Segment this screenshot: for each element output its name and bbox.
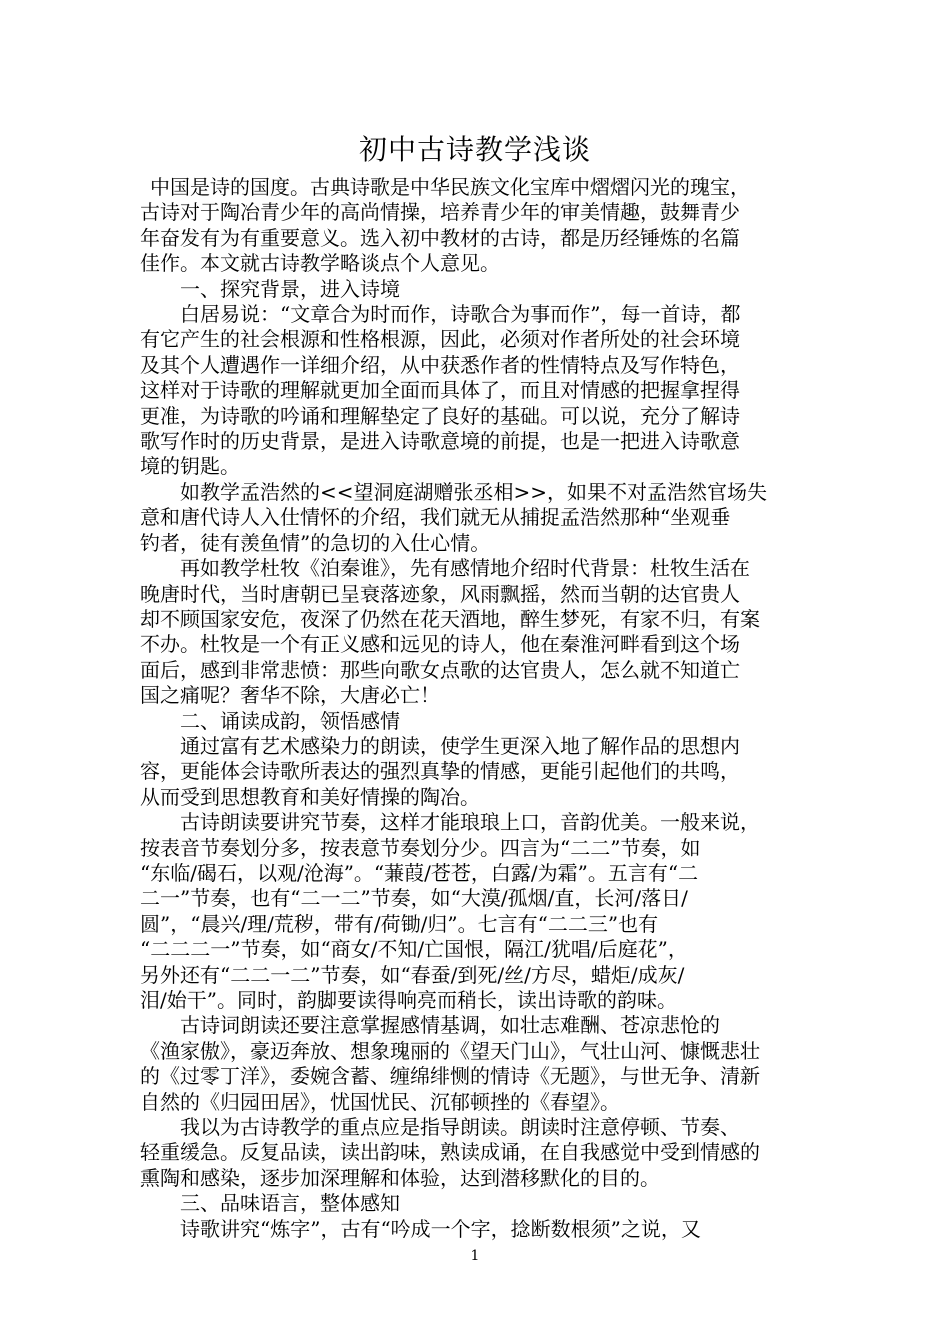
body-line: 另外还有“二二一二”节奏，如“春蚕/到死/丝/方尽，蜡炬/成灰/ — [140, 962, 685, 987]
body-line: 面后，感到非常悲愤：那些向歌女点歌的达官贵人，怎么就不知道亡 — [140, 657, 740, 682]
document-body — [140, 175, 810, 1242]
body-line: 年奋发有为有重要意义。选入初中教材的古诗，都是历经锤炼的名篇 — [140, 225, 740, 250]
body-line: 从而受到思想教育和美好情操的陶冶。 — [140, 784, 480, 809]
body-line: 白居易说：“文章合为时而作，诗歌合为事而作”，每一首诗，都 — [180, 302, 741, 327]
body-line: 古诗对于陶冶青少年的高尚情操，培养青少年的审美情趣，鼓舞青少 — [140, 200, 740, 225]
body-line: 泪/始干”。同时，韵脚要读得响亮而稍长，读出诗歌的韵味。 — [140, 988, 677, 1012]
body-line: 这样对于诗歌的理解就更加全面而具体了，而且对情感的把握拿捏得 — [140, 378, 740, 403]
body-line: 境的钥匙。 — [140, 454, 240, 479]
body-line: 圆”，“晨兴/理/荒秽，带有/荷锄/归”。七言有“二二三”也有 — [140, 911, 659, 936]
body-line: 钓者，徒有羡鱼情”的急切的入仕心情。 — [140, 530, 491, 555]
body-line: 更准，为诗歌的吟诵和理解垫定了良好的基础。可以说，充分了解诗 — [140, 403, 740, 428]
body-line: 的《过零丁洋》，委婉含蓄、缠绵绯恻的情诗《无题》，与世无争、清新 — [140, 1064, 760, 1089]
body-line: 不办。杜牧是一个有正义感和远见的诗人，他在秦淮河畔看到这个场 — [140, 632, 740, 657]
body-line: “二二二一”节奏，如“商女/不知/亡国恨，隔江/犹唱/后庭花”， — [140, 937, 688, 962]
body-line: 古诗朗读要讲究节奏，这样才能琅琅上口，音韵优美。一般来说， — [180, 810, 760, 835]
body-line: 通过富有艺术感染力的朗读，使学生更深入地了解作品的思想内 — [180, 733, 740, 758]
body-line: “东临/碣石，以观/沧海”。“蒹葭/苍苍，白露/为霜”。五言有“二 — [140, 860, 699, 885]
body-line: 再如教学杜牧《泊秦谁》，先有感情地介绍时代背景：杜牧生活在 — [180, 556, 750, 581]
body-line: 熏陶和感染，逐步加深理解和体验，达到潜移默化的目的。 — [140, 1165, 660, 1190]
body-line: 意和唐代诗人入仕情怀的介绍，我们就无从捕捉孟浩然那种“坐观垂 — [140, 505, 731, 530]
body-line: 及其个人遭遇作一详细介绍，从中获悉作者的性情特点及写作特色， — [140, 352, 740, 377]
body-line: 二一”节奏，也有“二一二”节奏，如“大漠/孤烟/直，长河/落日/ — [140, 886, 688, 911]
section-heading: 二、诵读成韵，领悟感情 — [180, 708, 400, 733]
body-line: 如教学孟浩然的<<望洞庭湖赠张丞相>>，如果不对孟浩然官场失 — [180, 479, 768, 504]
body-line: 歌写作时的历史背景，是进入诗歌意境的前提，也是一把进入诗歌意 — [140, 429, 740, 454]
body-line: 自然的《归园田居》，忧国忧民、沉郁顿挫的《春望》。 — [140, 1089, 620, 1114]
body-line: 国之痛呢？奢华不除，大唐必亡！ — [140, 683, 440, 708]
body-line: 按表音节奏划分多，按表意节奏划分少。四言为“二二”节奏，如 — [140, 835, 701, 860]
section-heading: 一、探究背景，进入诗境 — [180, 276, 400, 301]
body-line: 有它产生的社会根源和性格根源，因此，必须对作者所处的社会环境 — [140, 327, 740, 352]
body-line: 《渔家傲》，豪迈奔放、想象瑰丽的《望天门山》，气壮山河、慷慨悲壮 — [140, 1038, 760, 1063]
body-line: 佳作。本文就古诗教学略谈点个人意见。 — [140, 251, 500, 276]
body-line: 轻重缓急。反复品读，读出韵味，熟读成诵，在自我感觉中受到情感的 — [140, 1140, 760, 1165]
body-line: 中国是诗的国度。古典诗歌是中华民族文化宝库中熠熠闪光的瑰宝， — [150, 175, 750, 199]
body-line: 古诗词朗读还要注意掌握感情基调，如壮志难酬、苍凉悲怆的 — [180, 1013, 720, 1038]
body-line: 我以为古诗教学的重点应是指导朗读。朗读时注意停顿、节奏、 — [180, 1115, 740, 1140]
document-title: 初中古诗教学浅谈 — [358, 133, 591, 166]
body-line: 却不顾国家安危，夜深了仍然在花天酒地，醉生梦死，有家不归，有案 — [140, 606, 760, 631]
body-line: 诗歌讲究“炼字”，古有“吟成一个字，捻断数根须”之说，又 — [180, 1216, 701, 1241]
body-line: 晚唐时代，当时唐朝已呈衰落迹象，风雨飘摇，然而当朝的达官贵人 — [140, 581, 740, 606]
body-line: 容，更能体会诗歌所表达的强烈真挚的情感，更能引起他们的共鸣， — [140, 759, 740, 784]
section-heading: 三、品味语言，整体感知 — [180, 1191, 400, 1216]
page-number: 1 — [470, 1248, 480, 1264]
